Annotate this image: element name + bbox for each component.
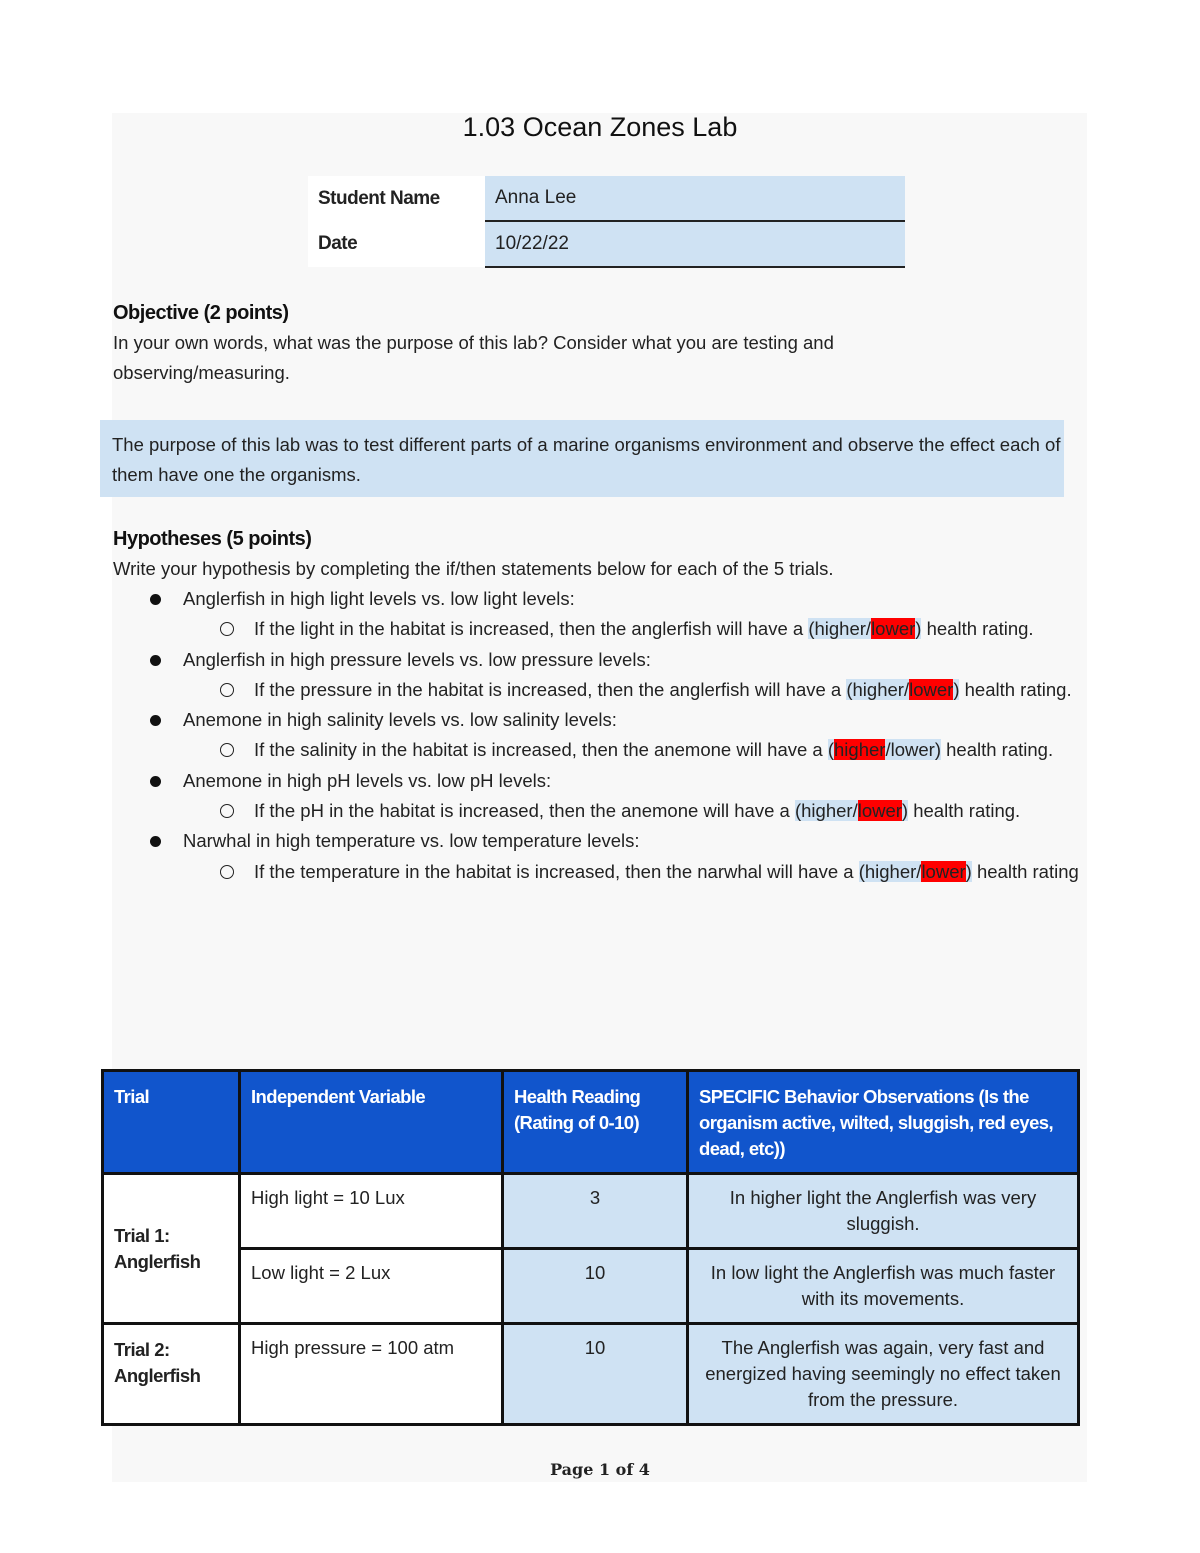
statement-before: If the temperature in the habitat is increased, then the narwhal will have a bbox=[254, 860, 859, 882]
page-title: 1.03 Ocean Zones Lab bbox=[462, 112, 738, 142]
variable-cell[interactable]: Low light = 2 Lux bbox=[240, 1249, 503, 1324]
objective-answer[interactable]: The purpose of this lab was to test different parts of a marine organisms environment and observe the effect each of them have one the organisms. bbox=[100, 420, 1064, 497]
circle-bullet-icon bbox=[220, 622, 234, 636]
observation-cell[interactable]: In low light the Anglerfish was much faster with its movements. bbox=[688, 1249, 1079, 1324]
reading-cell[interactable]: 3 bbox=[503, 1174, 688, 1249]
reading-cell[interactable]: 10 bbox=[503, 1249, 688, 1324]
hypothesis-label: Anemone in high salinity levels vs. low salinity levels: bbox=[183, 709, 617, 731]
hypotheses-list bbox=[0, 584, 1100, 887]
choice-higher[interactable]: higher bbox=[852, 678, 904, 700]
paren-open: ( bbox=[794, 800, 802, 822]
bullet-icon bbox=[150, 655, 161, 666]
student-info-table bbox=[308, 176, 905, 268]
bullet-icon bbox=[150, 594, 161, 605]
choice-slash: / bbox=[865, 618, 872, 640]
circle-bullet-icon bbox=[220, 865, 234, 879]
choice-higher[interactable]: higher bbox=[814, 618, 866, 640]
hypothesis-item bbox=[0, 826, 1100, 856]
hypothesis-statement bbox=[0, 614, 1094, 644]
statement-after: health rating. bbox=[921, 618, 1034, 640]
hypothesis-item bbox=[0, 584, 1100, 614]
choice-group bbox=[828, 739, 941, 760]
choice-higher[interactable]: higher bbox=[834, 739, 886, 761]
choice-group bbox=[859, 861, 972, 882]
hypothesis-label: Anglerfish in high light levels vs. low light levels: bbox=[183, 588, 575, 609]
hypothesis-label: Anemone in high pH levels vs. low pH levels: bbox=[183, 769, 552, 791]
statement-before: If the salinity in the habitat is increased, then the anemone will have a bbox=[254, 739, 828, 761]
choice-lower[interactable]: lower bbox=[857, 800, 902, 822]
choice-lower[interactable]: lower bbox=[909, 678, 954, 700]
paren-open: ( bbox=[827, 739, 835, 761]
statement-after: health rating. bbox=[959, 678, 1072, 700]
statement-after: health rating. bbox=[908, 800, 1021, 822]
statement-before: If the pressure in the habitat is increased, then the anglerfish will have a bbox=[254, 678, 847, 700]
header-reading: Health Reading (Rating of 0-10) bbox=[503, 1071, 688, 1174]
hypothesis-statement bbox=[0, 857, 1094, 887]
header-observations: SPECIFIC Behavior Observations (Is the organism active, wilted, sluggish, red eyes, dead, etc)) bbox=[688, 1071, 1079, 1174]
choice-group bbox=[808, 618, 921, 639]
paren-close: ) bbox=[915, 618, 922, 640]
hypothesis-item bbox=[0, 766, 1100, 796]
circle-bullet-icon bbox=[220, 743, 234, 757]
table-row bbox=[103, 1324, 1079, 1425]
observation-cell[interactable]: The Anglerfish was again, very fast and energized having seemingly no effect taken from the pressure. bbox=[688, 1324, 1079, 1425]
choice-lower[interactable]: lower bbox=[890, 739, 935, 761]
results-table bbox=[101, 1069, 1080, 1426]
name-label: Student Name bbox=[308, 176, 485, 221]
hypotheses-prompt: Write your hypothesis by completing the if/then statements below for each of the 5 trials. bbox=[113, 558, 834, 579]
table-row bbox=[103, 1174, 1079, 1249]
hypothesis-label: Anglerfish in high pressure levels vs. low pressure levels: bbox=[183, 648, 651, 670]
hypothesis-statement bbox=[0, 796, 1094, 826]
choice-group bbox=[846, 679, 959, 700]
paren-close: ) bbox=[934, 739, 941, 761]
paren-close: ) bbox=[953, 678, 960, 700]
reading-cell[interactable]: 10 bbox=[503, 1324, 688, 1425]
statement-before: If the pH in the habitat is increased, then the anemone will have a bbox=[254, 800, 795, 822]
circle-bullet-icon bbox=[220, 804, 234, 818]
trial-label: Trial 2: Anglerfish bbox=[103, 1324, 240, 1425]
table-row bbox=[103, 1249, 1079, 1324]
paren-close: ) bbox=[901, 800, 909, 822]
choice-group bbox=[795, 800, 908, 821]
choice-slash: / bbox=[852, 800, 858, 822]
table-header-row bbox=[103, 1071, 1079, 1174]
observation-cell[interactable]: In higher light the Anglerfish was very sluggish. bbox=[688, 1174, 1079, 1249]
variable-cell[interactable]: High pressure = 100 atm bbox=[240, 1324, 503, 1425]
hypothesis-item bbox=[0, 705, 1100, 735]
bullet-icon bbox=[150, 715, 161, 726]
hypotheses-heading: Hypotheses (5 points) bbox=[113, 528, 312, 550]
hypothesis-statement bbox=[0, 735, 1094, 765]
circle-bullet-icon bbox=[220, 683, 234, 697]
header-trial: Trial bbox=[103, 1071, 240, 1174]
bullet-icon bbox=[150, 776, 161, 787]
choice-lower[interactable]: lower bbox=[921, 860, 966, 882]
paren-close: ) bbox=[965, 860, 972, 882]
paren-open: ( bbox=[858, 860, 865, 882]
date-field[interactable]: 10/22/22 bbox=[485, 221, 905, 267]
statement-after: health rating. bbox=[940, 739, 1054, 761]
hypothesis-label: Narwhal in high temperature vs. low temperature levels: bbox=[183, 830, 640, 852]
choice-higher[interactable]: higher bbox=[801, 800, 853, 822]
header-variable: Independent Variable bbox=[240, 1071, 503, 1174]
statement-after: health rating bbox=[971, 860, 1079, 882]
bullet-icon bbox=[150, 836, 161, 847]
paren-open: ( bbox=[846, 678, 853, 700]
paren-open: ( bbox=[808, 618, 815, 640]
variable-cell[interactable]: High light = 10 Lux bbox=[240, 1174, 503, 1249]
choice-higher[interactable]: higher bbox=[864, 860, 917, 882]
choice-slash: / bbox=[903, 678, 910, 700]
choice-slash: / bbox=[885, 739, 891, 761]
trial-label: Trial 1: Anglerfish bbox=[103, 1174, 240, 1324]
choice-slash: / bbox=[916, 860, 922, 882]
date-label: Date bbox=[308, 221, 485, 267]
objective-heading: Objective (2 points) bbox=[113, 302, 289, 324]
statement-before: If the light in the habitat is increased, then the anglerfish will have a bbox=[254, 618, 809, 640]
name-field[interactable]: Anna Lee bbox=[485, 176, 905, 221]
page-number: Page 1 of 4 bbox=[550, 1460, 650, 1479]
objective-prompt: In your own words, what was the purpose of this lab? Consider what you are testing and observing/measuring. bbox=[113, 332, 834, 383]
choice-lower[interactable]: lower bbox=[871, 618, 916, 640]
hypothesis-item bbox=[0, 645, 1100, 675]
hypothesis-statement bbox=[0, 675, 1094, 705]
